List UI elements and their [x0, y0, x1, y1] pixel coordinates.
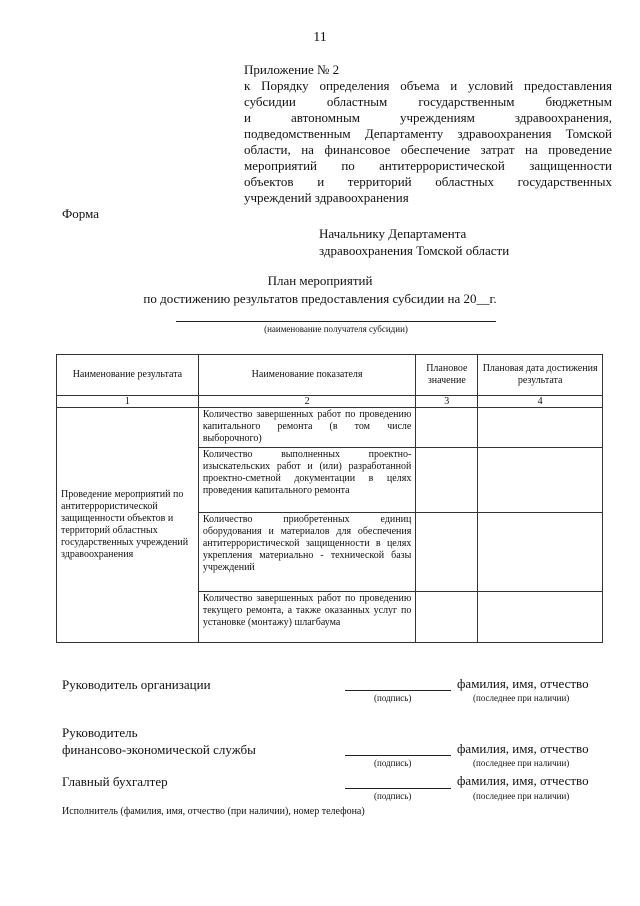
accountant-signature-caption: (подпись) [374, 791, 412, 801]
plan-title-block [0, 272, 640, 308]
appendix-line: учреждений здравоохранения [244, 190, 409, 205]
results-table [56, 354, 603, 643]
planned-value-cell [416, 448, 478, 513]
header-planned-value: Плановое значение [416, 355, 478, 396]
executor-note: Исполнитель (фамилия, имя, отчество (при наличии), номер телефона) [62, 806, 365, 817]
column-number: 2 [198, 396, 416, 408]
recipient-caption: (наименование получателя субсидии) [264, 324, 408, 334]
appendix-line: подведомственным Департаменту здравоохранения Томской [244, 126, 612, 141]
addressee-line: Начальнику Департамента [319, 226, 467, 241]
head-fio: фамилия, имя, отчество [457, 676, 589, 691]
indicator-cell: Количество завершенных работ по проведению текущего ремонта, а также оказанных услуг по установке (монтажу) шлагбаума [198, 592, 416, 643]
column-number-row [57, 396, 603, 408]
finance-fio-caption: (последнее при наличии) [473, 758, 570, 768]
head-signature-line [345, 690, 451, 691]
indicator-cell: Количество приобретенных единиц оборудования и материалов для обеспечения антитеррористической защищенности в целях укрепления материально - технической базы учреждений [198, 513, 416, 592]
finance-label-line: финансово-экономической службы [62, 742, 256, 757]
finance-label [62, 724, 256, 758]
column-number: 3 [416, 396, 478, 408]
header-planned-date: Плановая дата достижения результата [478, 355, 603, 396]
finance-signature-line [345, 755, 451, 756]
planned-value-cell [416, 408, 478, 448]
header-indicator-name: Наименование показателя [198, 355, 416, 396]
accountant-label: Главный бухгалтер [62, 774, 168, 789]
accountant-signature-line [345, 788, 451, 789]
plan-title: План мероприятий [267, 273, 373, 288]
appendix-line: объектов и территорий областных государственных [244, 174, 612, 189]
finance-fio: фамилия, имя, отчество [457, 741, 589, 756]
head-signature-caption: (подпись) [374, 693, 412, 703]
recipient-name-line [176, 321, 496, 322]
head-fio-caption: (последнее при наличии) [473, 693, 570, 703]
result-name-cell: Проведение мероприятий по антитеррористической защищенности объектов и территорий областных государственных учреждений здравоохранения [57, 408, 199, 643]
appendix-line: мероприятий по антитеррористической защищенности [244, 158, 612, 173]
finance-signature-caption: (подпись) [374, 758, 412, 768]
table-header-row [57, 355, 603, 396]
accountant-fio-caption: (последнее при наличии) [473, 791, 570, 801]
header-result-name: Наименование результата [57, 355, 199, 396]
addressee-block [319, 225, 509, 259]
planned-date-cell [478, 592, 603, 643]
addressee-line: здравоохранения Томской области [319, 243, 510, 258]
planned-date-cell [478, 448, 603, 513]
appendix-line: области, на финансовое обеспечение затрат на проведение [244, 142, 612, 157]
head-label: Руководитель организации [62, 677, 211, 692]
appendix-block [244, 62, 612, 206]
page-number: 11 [313, 30, 327, 45]
appendix-line: и автономным учреждениям здравоохранения, [244, 110, 612, 125]
planned-date-cell [478, 513, 603, 592]
appendix-line: к Порядку определения объема и условий предоставления [244, 78, 612, 93]
column-number: 4 [478, 396, 603, 408]
indicator-cell: Количество выполненных проектно-изыскательских работ и (или) разработанной проектно-сметной документации в целях проведения капитального ремонта [198, 448, 416, 513]
column-number: 1 [57, 396, 199, 408]
appendix-line: Приложение № 2 [244, 62, 340, 77]
planned-value-cell [416, 592, 478, 643]
plan-subtitle: по достижению результатов предоставления субсидии на 20__г. [143, 291, 497, 306]
form-label: Форма [62, 206, 99, 221]
table-row [57, 408, 603, 448]
accountant-fio: фамилия, имя, отчество [457, 773, 589, 788]
indicator-cell: Количество завершенных работ по проведению капитального ремонта (в том числе выборочного) [198, 408, 416, 448]
planned-value-cell [416, 513, 478, 592]
finance-label-line: Руководитель [62, 725, 138, 740]
planned-date-cell [478, 408, 603, 448]
appendix-line: субсидии областным государственным бюджетным [244, 94, 612, 109]
